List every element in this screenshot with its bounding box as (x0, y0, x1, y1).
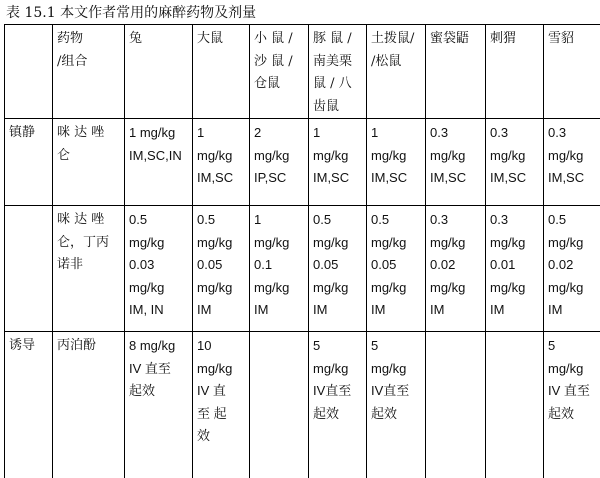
cell-line: 0.3 (430, 209, 481, 232)
category-cell (5, 206, 53, 332)
dose-cell (486, 332, 544, 478)
cell-line: mg/kg (197, 277, 245, 300)
cell-line: 0.05 (197, 254, 245, 277)
cell-line: mg/kg (548, 145, 597, 168)
cell-line: 0.5 (548, 209, 597, 232)
cell-line: 雪貂 (548, 28, 597, 51)
cell-line: mg/kg (548, 232, 597, 255)
cell-line: mg/kg (129, 232, 188, 255)
cell-line: 土拨鼠/ (371, 28, 421, 51)
cell-line: 0.05 (313, 254, 362, 277)
dose-cell (544, 332, 600, 478)
cell-line: 仑，丁丙 (57, 232, 120, 255)
cell-line: /组合 (57, 51, 120, 74)
dose-cell (125, 332, 193, 478)
cell-line: mg/kg (313, 358, 362, 381)
column-header (486, 25, 544, 119)
column-header (125, 25, 193, 119)
cell-line: 起效 (371, 403, 421, 426)
cell-line: mg/kg (197, 145, 245, 168)
cell-line: 鼠 / 八 (313, 73, 362, 96)
category-cell (5, 119, 53, 206)
cell-line: 0.3 (490, 209, 539, 232)
cell-line: 仑 (57, 145, 120, 168)
cell-line: IV直至 (371, 380, 421, 403)
dose-cell (193, 206, 250, 332)
cell-line: IM (197, 299, 245, 322)
cell-line: 起效 (129, 380, 188, 403)
cell-line: /松鼠 (371, 51, 421, 74)
cell-line: mg/kg (430, 277, 481, 300)
cell-line: 1 (254, 209, 304, 232)
column-header (309, 25, 367, 119)
cell-line: IV 直 (197, 380, 245, 403)
dose-cell (125, 119, 193, 206)
dose-cell (309, 119, 367, 206)
cell-line: 5 (548, 335, 597, 358)
cell-line: mg/kg (254, 277, 304, 300)
dose-cell (486, 119, 544, 206)
cell-line: 南美栗 (313, 51, 362, 74)
dose-cell (250, 332, 309, 478)
cell-line: IM (371, 299, 421, 322)
cell-line: 0.02 (548, 254, 597, 277)
cell-line: 诱导 (9, 335, 48, 358)
cell-line: 0.3 (548, 122, 597, 145)
dose-cell (544, 206, 600, 332)
cell-line: 0.5 (129, 209, 188, 232)
column-header (193, 25, 250, 119)
cell-line: 齿鼠 (313, 96, 362, 119)
cell-line: mg/kg (371, 358, 421, 381)
cell-line: mg/kg (197, 358, 245, 381)
cell-line: 0.1 (254, 254, 304, 277)
dose-cell (486, 206, 544, 332)
cell-line: 至 起 (197, 403, 245, 426)
dose-cell (193, 119, 250, 206)
cell-line: 刺猬 (490, 28, 539, 51)
cell-line: 0.01 (490, 254, 539, 277)
cell-line: mg/kg (313, 232, 362, 255)
cell-line: 大鼠 (197, 28, 245, 51)
dose-cell (250, 206, 309, 332)
table-row (5, 119, 600, 206)
cell-line: IM,SC (430, 167, 481, 190)
cell-line: IM,SC (313, 167, 362, 190)
cell-line: mg/kg (371, 145, 421, 168)
cell-line: IM,SC,IN (129, 145, 188, 168)
column-header (426, 25, 486, 119)
dose-cell (367, 206, 426, 332)
cell-line: 沙 鼠 / (254, 51, 304, 74)
column-header (53, 25, 125, 119)
cell-line: mg/kg (129, 277, 188, 300)
cell-line: 小 鼠 / (254, 28, 304, 51)
cell-line: 0.5 (197, 209, 245, 232)
cell-line: 1 (313, 122, 362, 145)
cell-line: IV直至 (313, 380, 362, 403)
cell-line: 丙泊酚 (57, 335, 120, 358)
cell-line: 0.5 (313, 209, 362, 232)
cell-line: mg/kg (490, 277, 539, 300)
cell-line: 咪 达 唑 (57, 122, 120, 145)
cell-line: 1 (371, 122, 421, 145)
cell-line: mg/kg (430, 145, 481, 168)
cell-line: 起效 (548, 403, 597, 426)
cell-line: 蜜袋鼯 (430, 28, 481, 51)
cell-line: 0.3 (490, 122, 539, 145)
cell-line: mg/kg (313, 145, 362, 168)
cell-line: IM (490, 299, 539, 322)
dose-cell (426, 119, 486, 206)
cell-line: IM (548, 299, 597, 322)
cell-line: 兔 (129, 28, 188, 51)
cell-line: 8 mg/kg (129, 335, 188, 358)
cell-line: 咪 达 唑 (57, 209, 120, 232)
cell-line: 10 (197, 335, 245, 358)
cell-line: IV 直至 (129, 358, 188, 381)
cell-line: 豚 鼠 / (313, 28, 362, 51)
cell-line: IM,SC (490, 167, 539, 190)
cell-line: IM,SC (197, 167, 245, 190)
cell-line: 镇静 (9, 122, 48, 145)
dose-cell (309, 332, 367, 478)
drug-cell (53, 332, 125, 478)
dose-cell (426, 332, 486, 478)
dose-cell (125, 206, 193, 332)
dose-cell (309, 206, 367, 332)
cell-line: 1 mg/kg (129, 122, 188, 145)
cell-line: 起效 (313, 403, 362, 426)
table-row (5, 332, 600, 478)
dose-cell (544, 119, 600, 206)
cell-line: 5 (313, 335, 362, 358)
cell-line: 0.05 (371, 254, 421, 277)
cell-line: 仓鼠 (254, 73, 304, 96)
cell-line: 0.02 (430, 254, 481, 277)
column-header (367, 25, 426, 119)
anesthesia-dose-table (4, 24, 600, 478)
cell-line: 2 (254, 122, 304, 145)
cell-line: 效 (197, 425, 245, 448)
cell-line: IM (313, 299, 362, 322)
table-caption: 表 15.1 本文作者常用的麻醉药物及剂量 (6, 4, 256, 22)
dose-cell (426, 206, 486, 332)
dose-cell (367, 332, 426, 478)
cell-line: mg/kg (548, 277, 597, 300)
drug-cell (53, 206, 125, 332)
cell-line: IM (254, 299, 304, 322)
header-row (5, 25, 600, 119)
cell-line: mg/kg (490, 145, 539, 168)
cell-line: mg/kg (254, 145, 304, 168)
dose-cell (250, 119, 309, 206)
cell-line: 0.3 (430, 122, 481, 145)
column-header (544, 25, 600, 119)
cell-line: mg/kg (371, 232, 421, 255)
table-row (5, 206, 600, 332)
dose-cell (193, 332, 250, 478)
cell-line: mg/kg (430, 232, 481, 255)
cell-line: 5 (371, 335, 421, 358)
column-header (250, 25, 309, 119)
cell-line: mg/kg (548, 358, 597, 381)
cell-line: mg/kg (371, 277, 421, 300)
cell-line: 0.03 (129, 254, 188, 277)
cell-line: IM (430, 299, 481, 322)
drug-cell (53, 119, 125, 206)
cell-line: mg/kg (254, 232, 304, 255)
cell-line: IM, IN (129, 299, 188, 322)
cell-line: mg/kg (197, 232, 245, 255)
cell-line: mg/kg (490, 232, 539, 255)
cell-line: 药物 (57, 28, 120, 51)
cell-line: 1 (197, 122, 245, 145)
cell-line: IM,SC (371, 167, 421, 190)
category-cell (5, 332, 53, 478)
cell-line: IV 直至 (548, 380, 597, 403)
dose-cell (367, 119, 426, 206)
cell-line: mg/kg (313, 277, 362, 300)
column-header (5, 25, 53, 119)
cell-line: 0.5 (371, 209, 421, 232)
cell-line: 诺非 (57, 254, 120, 277)
cell-line: IP,SC (254, 167, 304, 190)
cell-line: IM,SC (548, 167, 597, 190)
